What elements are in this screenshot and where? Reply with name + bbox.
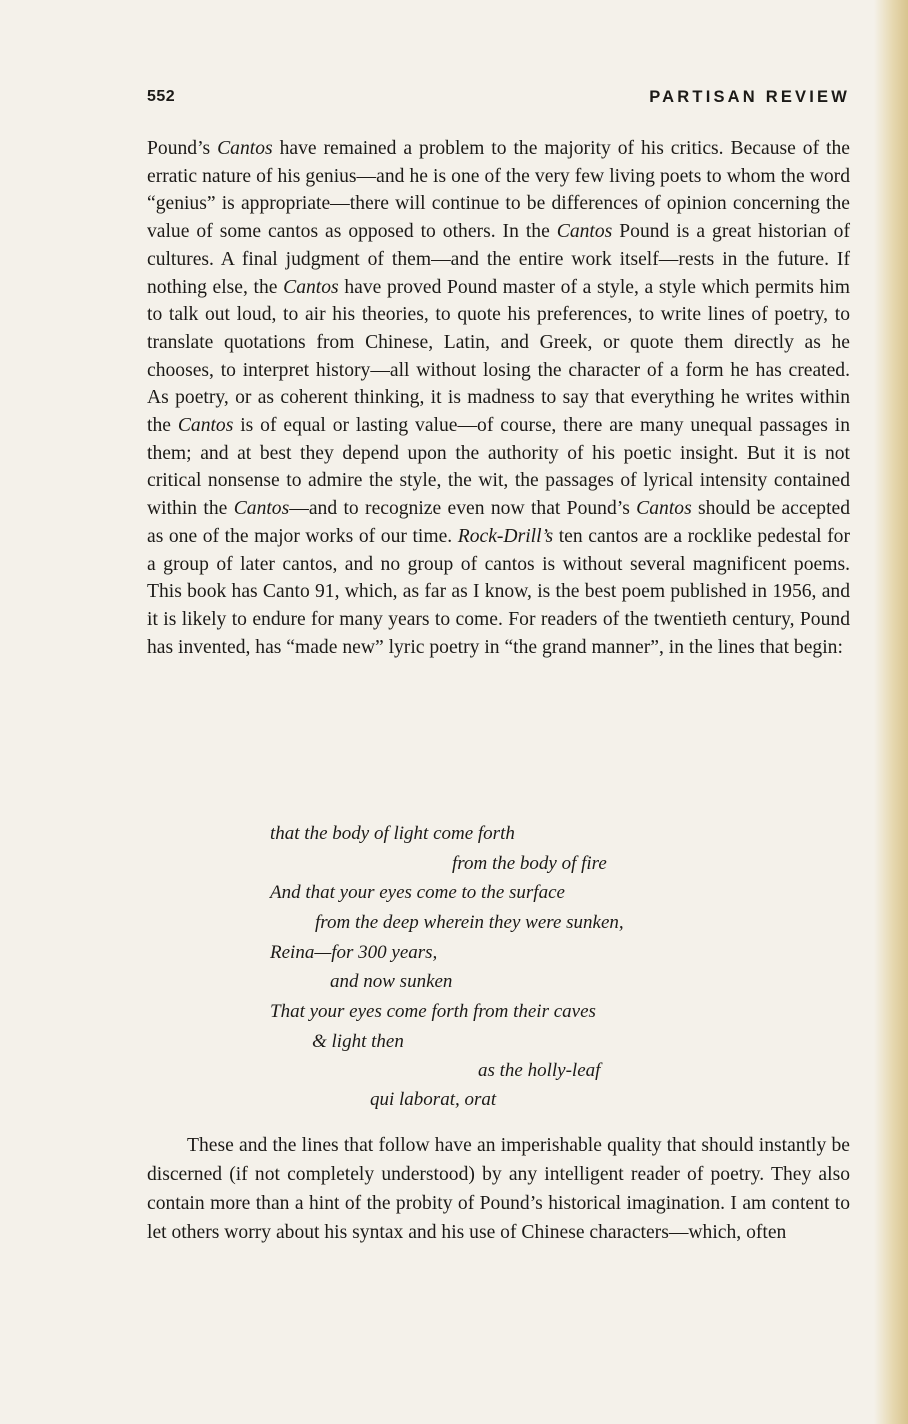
text-run: ten cantos are a rocklike pedestal for a group of later cantos, and no group of cantos is without several magnificent poems. This book has Canto 91, which, as far as I know, is the best poem published in 1956, and it is likely to endure for many years to come. For readers of the twentieth century, Pound has invented, has “made new” lyric poetry in “the grand manner”, in the lines that begin: — [147, 525, 850, 658]
italic-title: Rock-Drill’s — [457, 525, 554, 547]
quote-line: from the deep wherein they were sunken, — [315, 912, 624, 933]
text-run: have proved Pound master of a style, a style which permits him to talk out loud, to air his theories, to quote his preferences, to write lines of poetry, to translate quotations from Chinese, Latin, and Greek, or quote them directly as he chooses, to interpret history—all without losing the character of a form he has created. As poetry, or as coherent thinking, it is madness to say that everything he writes within the — [147, 276, 850, 437]
quote-line: & light then — [312, 1031, 404, 1052]
poem-quotation — [0, 823, 908, 1113]
paragraph-2-container — [147, 1131, 850, 1247]
italic-title: Cantos — [233, 498, 290, 520]
quote-line: That your eyes come forth from their caves — [270, 1001, 596, 1022]
quote-line: that the body of light come forth — [270, 823, 515, 844]
text-run: is of equal or lasting value—of course, there are many unequal passages in them; and at best they depend upon the authority of his poetic insight. But it is not critical nonsense to admire the style, the wit, the passages of lyrical intensity contained within the — [147, 415, 850, 520]
italic-title: Cantos — [177, 415, 234, 437]
page-number: 552 — [147, 88, 176, 105]
quote-line: Reina—for 300 years, — [270, 942, 438, 963]
text-run: Pound’s — [147, 138, 218, 159]
paragraph-2: These and the lines that follow have an imperishable quality that should instantly be discerned (if not completely understood) by any intelligent reader of poetry. They also contain more than a hint of the probity of Pound’s historical imagination. I am content to let others worry about his syntax and his use of Chinese characters—which, often — [147, 1135, 850, 1243]
body-text — [147, 135, 850, 661]
text-run: should be accepted as one of the major works of our time. — [147, 498, 851, 547]
text-run: have remained a problem to the majority of his critics. Because of the erratic nature of his genius—and he is one of the very few living poets to whom the word “genius” is appropriate—there will continue to be differences of opinion concerning the value of some cantos as opposed to others. In the — [147, 138, 850, 243]
quote-line: as the holly-leaf — [478, 1060, 601, 1081]
text-run: —and to recognize even now that Pound’s — [289, 498, 637, 520]
italic-title: Cantos — [556, 221, 613, 243]
italic-title: Cantos — [217, 138, 273, 159]
italic-title: Cantos — [636, 498, 692, 520]
italic-title: Cantos — [283, 276, 339, 298]
quote-line: and now sunken — [330, 971, 453, 992]
quote-line: And that your eyes come to the surface — [270, 882, 565, 903]
running-head — [147, 88, 850, 116]
quote-line: from the body of fire — [452, 853, 607, 874]
quote-line: qui laborat, orat — [370, 1089, 497, 1110]
journal-title: PARTISAN REVIEW — [649, 88, 850, 106]
text-run: Pound is a great historian of cultures. A final judgment of them—and the entire work itself—rests in the future. If nothing else, the — [147, 221, 851, 298]
paragraph-1 — [147, 135, 850, 661]
